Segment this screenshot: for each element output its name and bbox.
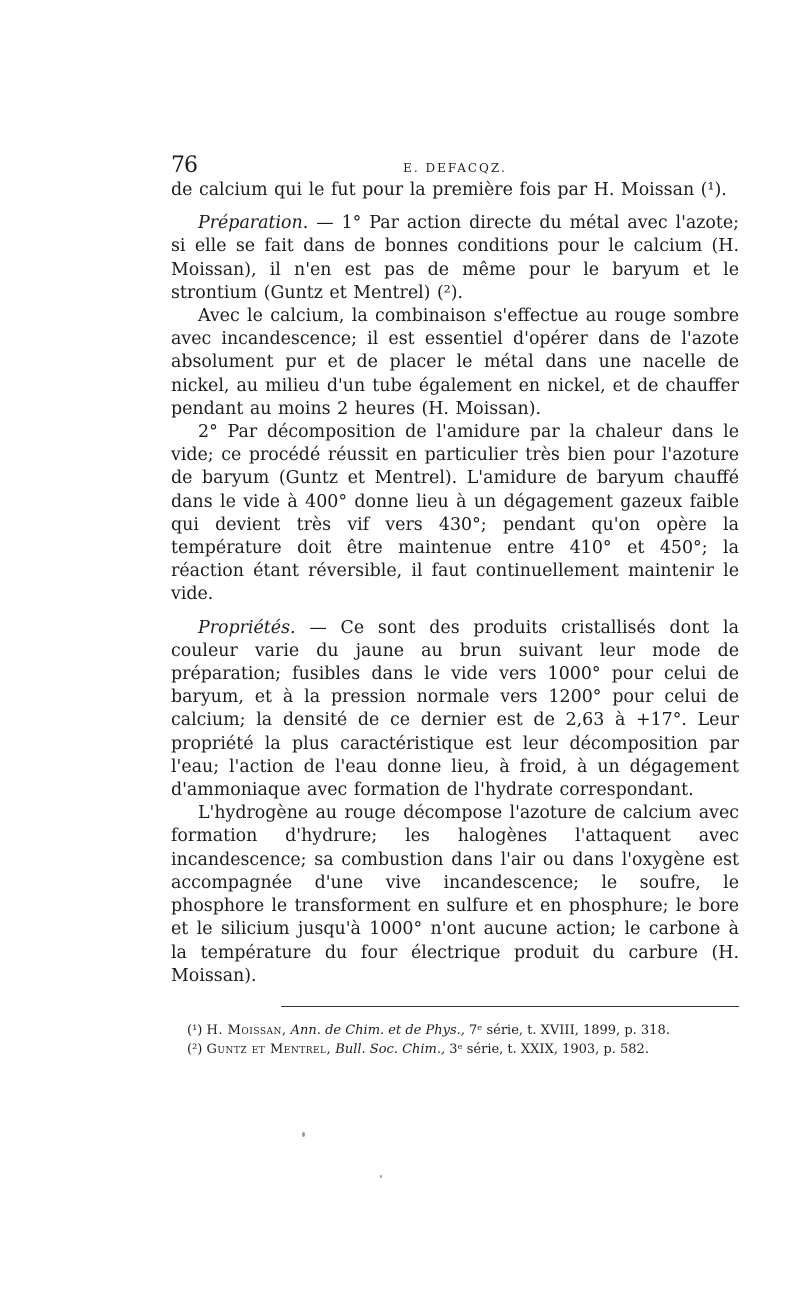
footnote-reference: 3ᵉ série, t. XXIX, 1903, p. 582. bbox=[449, 1041, 649, 1057]
footnote-author: Guntz et Mentrel, bbox=[206, 1041, 332, 1057]
footnote-journal: Bull. Soc. Chim., bbox=[335, 1041, 446, 1057]
subheading-preparation: Préparation. bbox=[198, 213, 309, 234]
footnote-reference: 7ᵉ série, t. XVIII, 1899, p. 318. bbox=[469, 1022, 670, 1038]
paragraph-calcium-combination: Avec le calcium, la combinaison s'effectue au rouge sombre avec incandescence; il est essentiel d'opérer dans de l'azote absolument pur et de placer le métal dans une nacelle de nickel, au milieu d'un tube également en nickel, et de chauffer pendant au moins 2 heures (H. Moissan). bbox=[171, 306, 739, 419]
running-head: E. DEFACQZ. bbox=[403, 161, 507, 175]
footnote-2 bbox=[171, 1040, 739, 1059]
paper-speck bbox=[380, 1175, 382, 1178]
book-page bbox=[171, 145, 739, 1059]
preparation-text: 1° Par action directe du métal avec l'azote; si elle se fait dans de bonnes conditions pour le calcium (H. Moissan), il n'en est pas de même pour le baryum et le strontium (Guntz et Mentrel) (²). bbox=[171, 213, 739, 303]
paragraph-hydrogen: L'hydrogène au rouge décompose l'azoture de calcium avec formation d'hydrure; les halogènes l'attaquent avec incandescence; sa combustion dans l'air ou dans l'oxygène est accompagnée d'une vive incandescence; le soufre, le phosphore le transforment en sulfure et en phosphure; le bore et le silicium jusqu'à 1000° n'ont aucune action; le carbone à la température du four électrique produit du carbure (H. Moissan). bbox=[171, 803, 739, 986]
properties-text: Ce sont des produits cristallisés dont la couleur varie du jaune au brun suivant leur mode de préparation; fusibles dans le vide vers 1000° pour celui de baryum, et à la pression normale vers 1200° pour celui de calcium; la densité de ce dernier est de 2,63 à +17°. Leur propriété la plus caractéristique est leur décomposition par l'eau; l'action de l'eau donne lieu, à froid, à un dégagement d'ammoniaque avec formation de l'hydrate correspondant. bbox=[171, 617, 739, 801]
footnote-author: H. Moissan, bbox=[206, 1022, 287, 1038]
subheading-separator: — bbox=[295, 617, 341, 638]
paper-speck bbox=[302, 1132, 305, 1137]
footnote-1 bbox=[171, 1021, 739, 1040]
subheading-separator: — bbox=[308, 213, 342, 234]
footnote-marker: (²) bbox=[187, 1041, 203, 1057]
paragraph-continuation: de calcium qui le fut pour la première fois par H. Moissan (¹). bbox=[171, 180, 727, 200]
page-number: 76 bbox=[171, 153, 197, 178]
paragraph-properties bbox=[171, 617, 739, 803]
paragraph-preparation bbox=[171, 212, 739, 305]
body-text bbox=[171, 179, 739, 988]
footnotes bbox=[171, 1021, 739, 1059]
page-header bbox=[171, 145, 739, 179]
footnote-marker: (¹) bbox=[187, 1022, 203, 1038]
subheading-properties: Propriétés. bbox=[198, 617, 296, 638]
paragraph-amide-decomposition: 2° Par décomposition de l'amidure par la chaleur dans le vide; ce procédé réussit en particulier très bien pour l'azoture de baryum (Guntz et Mentrel). L'amidure de baryum chauffé dans le vide à 400° donne lieu à un dégagement gazeux faible qui devient très vif vers 430°; pendant qu'on opère la température doit être maintenue entre 410° et 450°; la réaction étant réversible, il faut continuellement maintenir le vide. bbox=[171, 422, 739, 605]
footnote-rule bbox=[281, 1006, 739, 1007]
footnote-journal: Ann. de Chim. et de Phys., bbox=[290, 1022, 465, 1038]
